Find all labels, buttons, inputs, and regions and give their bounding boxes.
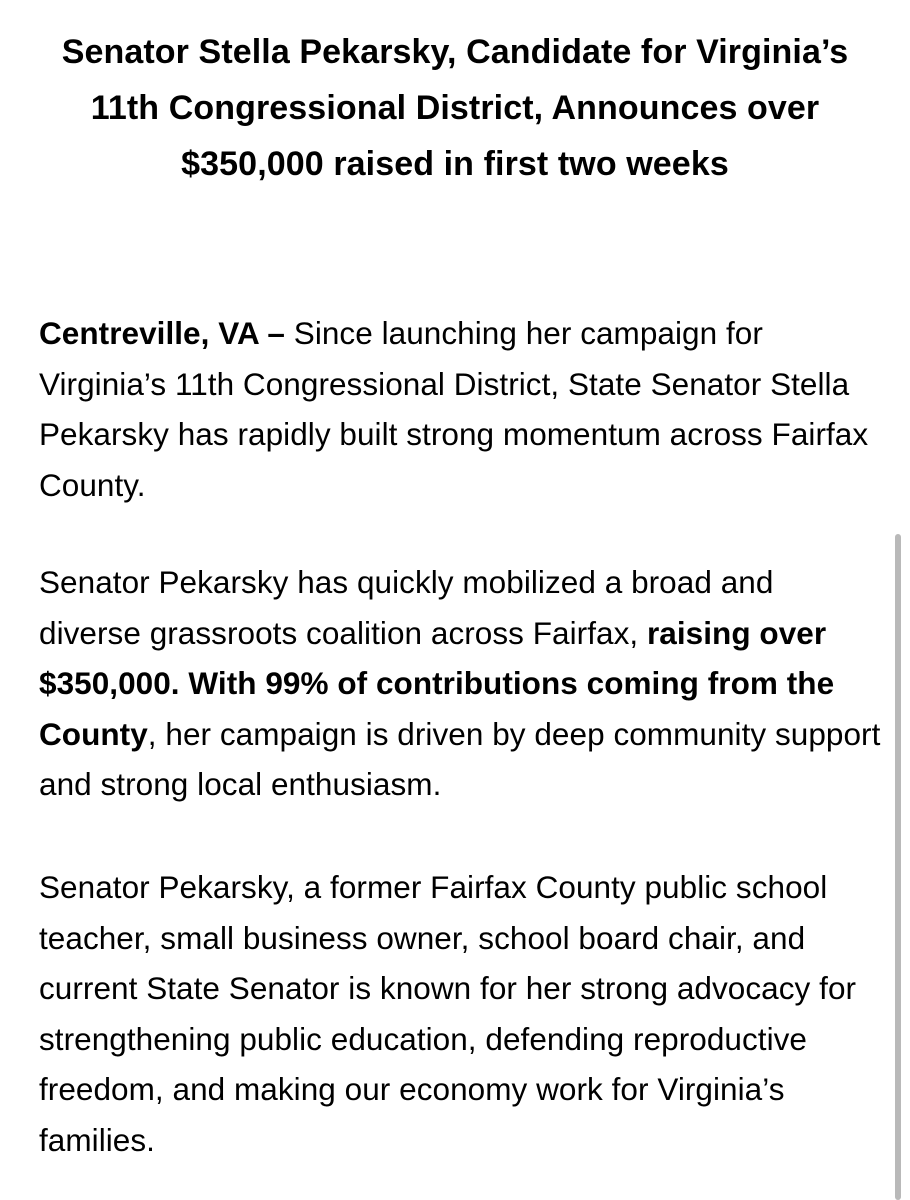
paragraph-intro (39, 308, 884, 510)
paragraph-fundraising (39, 557, 884, 810)
paragraph-background: Senator Pekarsky, a former Fairfax County public school teacher, small business owner, school board chair, and current State Senator is known for her strong advocacy for strengthening public education, defending reproductive freedom, and making our economy work for Virginia’s families. (39, 869, 857, 1158)
fundraising-highlight: raising over $350,000. With 99% of contributions coming from the County (39, 614, 835, 752)
dateline: Centreville, VA – (39, 315, 285, 351)
scrollbar-thumb[interactable] (895, 534, 901, 1200)
headline: Senator Stella Pekarsky, Candidate for Virginia’s 11th Congressional District, Announces over $350,000 raised in first two weeks (61, 33, 849, 183)
fundraising-text-before: Senator Pekarsky has quickly mobilized a broad and diverse grassroots coalition across Fairfax, (39, 564, 774, 651)
intro-text: Since launching her campaign for Virginia’s 11th Congressional District, State Senator Stella Pekarsky has rapidly built strong momentum across Fairfax County. (39, 315, 869, 503)
fundraising-text-after: , her campaign is driven by deep community support and strong local enthusiasm. (39, 715, 881, 802)
